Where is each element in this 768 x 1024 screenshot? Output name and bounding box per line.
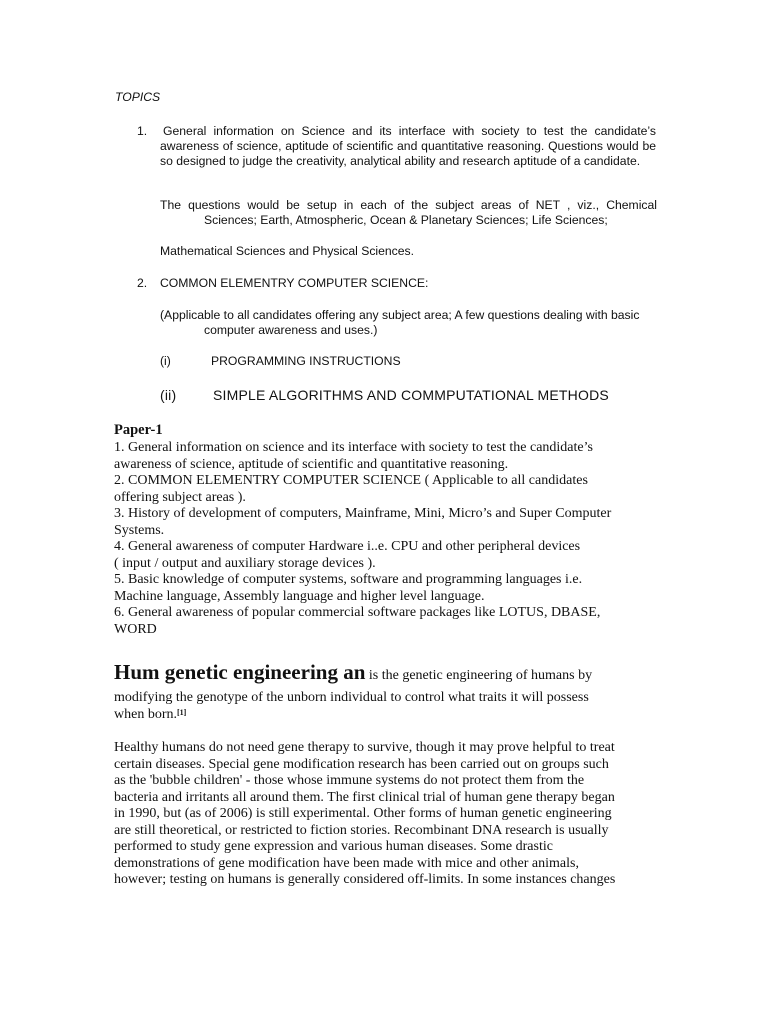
topics-label: TOPICS	[115, 90, 161, 104]
paper-list	[114, 440, 674, 638]
item1-subjects-line2: Sciences; Earth, Atmospheric, Ocean & Planetary Sciences; Life Sciences;	[204, 213, 608, 227]
paragraph-line: performed to study gene expression and various human diseases. Some drastic	[114, 839, 553, 854]
paragraph-line: as the 'bubble children' - those whose immune systems do not protect them from the	[114, 773, 585, 788]
item2-applicable-line1: (Applicable to all candidates offering any subject area; A few questions dealing with basic	[160, 308, 640, 322]
item1-subjects-line3: Mathematical Sciences and Physical Sciences.	[160, 244, 415, 258]
paper-line: WORD	[114, 621, 157, 637]
paper-title: Paper-1	[114, 422, 163, 438]
item2-sub-i-text: PROGRAMMING INSTRUCTIONS	[211, 354, 401, 368]
genetic-intro-line2: modifying the genotype of the unborn individual to control what traits it will possess	[114, 690, 589, 705]
paper-line: ( input / output and auxiliary storage devices ).	[114, 555, 376, 571]
paper-line: 5. Basic knowledge of computer systems, software and programming languages i.e.	[114, 572, 583, 587]
paper-line: Systems.	[114, 522, 165, 538]
paragraph-line: in 1990, but (as of 2006) is still experimental. Other forms of human genetic engineering	[114, 806, 612, 821]
paper-line: 3. History of development of computers, Mainframe, Mini, Micro’s and Super Computer	[114, 506, 612, 521]
paragraph-line: however; testing on humans is generally considered off-limits. In some instances changes	[114, 872, 616, 887]
genetic-heading: Hum genetic engineering an	[114, 660, 366, 684]
paragraph-line: are still theoretical, or restricted to fiction stories. Recombinant DNA research is usually	[114, 822, 609, 838]
paper-line: offering subject areas ).	[114, 489, 246, 505]
item1-number: 1.	[137, 124, 148, 138]
item1-subjects-line1: The questions would be setup in each of the subject areas of NET , viz., Chemical	[160, 198, 657, 212]
paragraph-line: Healthy humans do not need gene therapy to survive, though it may prove helpful to treat	[114, 740, 615, 755]
genetic-paragraph	[114, 740, 674, 889]
paper-line: 1. General information on science and its interface with society to test the candidate’s	[114, 440, 593, 455]
paper-line: 4. General awareness of computer Hardware i..e. CPU and other peripheral devices	[114, 539, 581, 554]
genetic-intro-line3	[114, 707, 186, 724]
paper-line: 6. General awareness of popular commercial software packages like LOTUS, DBASE,	[114, 605, 601, 620]
item2-sub-ii-number: (ii)	[160, 387, 177, 403]
item2-number: 2.	[137, 276, 148, 290]
citation-ref[interactable]: [1]	[177, 708, 187, 717]
paragraph-line: demonstrations of gene modification have been made with mice and other animals,	[114, 855, 579, 871]
genetic-intro-line3-text: when born.	[114, 707, 177, 722]
item2-applicable-line2: computer awareness and uses.)	[204, 323, 378, 337]
genetic-intro-line1	[114, 660, 593, 685]
item2-title: COMMON ELEMENTRY COMPUTER SCIENCE:	[160, 276, 429, 290]
paper-line: Machine language, Assembly language and higher level language.	[114, 588, 485, 604]
paragraph-line: certain diseases. Special gene modification research has been carried out on groups such	[114, 756, 609, 772]
paragraph-line: bacteria and irritants all around them. The first clinical trial of human gene therapy began	[114, 789, 615, 805]
genetic-intro-rest: is the genetic engineering of humans by	[365, 668, 593, 683]
paper-line: awareness of science, aptitude of scientific and quantitative reasoning.	[114, 456, 509, 472]
paper-line: 2. COMMON ELEMENTRY COMPUTER SCIENCE ( Applicable to all candidates	[114, 473, 588, 488]
item2-sub-ii-text: SIMPLE ALGORITHMS AND COMMPUTATIONAL METHODS	[213, 387, 609, 403]
item1-text: General information on Science and its interface with society to test the candidate’s awareness of science, aptitude of scientific and quantitative reasoning. Questions would be so designed to judge the creativity, analytical ability and research aptitude of a candidate.	[160, 124, 656, 168]
item2-sub-i-number: (i)	[160, 354, 171, 368]
